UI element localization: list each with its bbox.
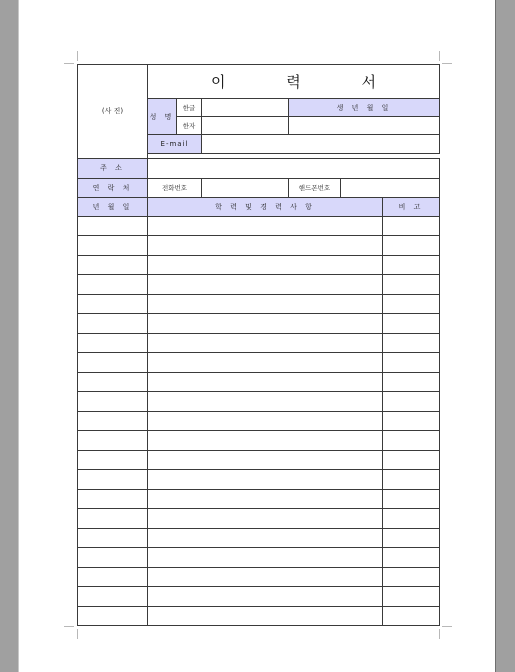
history-note-cell[interactable] (383, 450, 440, 470)
name-hangul-field[interactable] (202, 99, 289, 117)
history-row (78, 294, 440, 314)
history-date-cell[interactable] (78, 255, 148, 275)
history-content-header: 학 력 및 경 력 사 항 (148, 197, 383, 216)
history-content-cell[interactable] (148, 255, 383, 275)
mobile-field[interactable] (341, 178, 440, 197)
history-row (78, 431, 440, 451)
crop-mark (64, 63, 74, 64)
phone-label: 전화번호 (148, 178, 202, 197)
page-title: 이 력 서 (148, 65, 440, 99)
history-note-cell[interactable] (383, 567, 440, 587)
history-date-cell[interactable] (78, 431, 148, 451)
history-content-cell[interactable] (148, 567, 383, 587)
history-note-cell[interactable] (383, 431, 440, 451)
photo-box[interactable] (78, 65, 148, 159)
crop-mark (64, 626, 74, 627)
history-note-cell[interactable] (383, 587, 440, 607)
history-content-cell[interactable] (148, 528, 383, 548)
history-content-cell[interactable] (148, 275, 383, 295)
history-content-cell[interactable] (148, 489, 383, 509)
history-row (78, 509, 440, 529)
history-row (78, 216, 440, 236)
history-date-cell[interactable] (78, 372, 148, 392)
history-date-cell[interactable] (78, 450, 148, 470)
phone-field[interactable] (202, 178, 289, 197)
history-date-cell[interactable] (78, 470, 148, 490)
history-note-cell[interactable] (383, 548, 440, 568)
crop-mark (439, 51, 440, 61)
history-date-cell[interactable] (78, 275, 148, 295)
email-label: E-mail (148, 135, 202, 154)
address-field[interactable] (148, 158, 440, 178)
crop-mark (77, 629, 78, 639)
history-note-cell[interactable] (383, 216, 440, 236)
history-date-cell[interactable] (78, 314, 148, 334)
crop-mark (442, 63, 452, 64)
history-content-cell[interactable] (148, 294, 383, 314)
history-content-cell[interactable] (148, 236, 383, 256)
email-field[interactable] (202, 135, 440, 154)
history-content-cell[interactable] (148, 450, 383, 470)
history-row (78, 528, 440, 548)
history-row (78, 236, 440, 256)
history-date-cell[interactable] (78, 489, 148, 509)
history-row (78, 314, 440, 334)
history-note-cell[interactable] (383, 294, 440, 314)
history-row (78, 333, 440, 353)
history-row (78, 606, 440, 626)
history-note-cell[interactable] (383, 606, 440, 626)
history-date-cell[interactable] (78, 509, 148, 529)
resume-form (77, 64, 440, 626)
history-note-cell[interactable] (383, 470, 440, 490)
history-note-cell[interactable] (383, 528, 440, 548)
history-row (78, 275, 440, 295)
crop-mark (77, 51, 78, 61)
history-date-cell[interactable] (78, 548, 148, 568)
history-date-cell[interactable] (78, 567, 148, 587)
history-note-cell[interactable] (383, 509, 440, 529)
history-note-cell[interactable] (383, 411, 440, 431)
history-row (78, 450, 440, 470)
history-row (78, 353, 440, 373)
history-note-cell[interactable] (383, 372, 440, 392)
history-date-cell[interactable] (78, 216, 148, 236)
history-note-cell[interactable] (383, 255, 440, 275)
name-hanja-field[interactable] (202, 117, 289, 135)
name-label: 성 명 (148, 99, 177, 135)
birthdate-label: 생 년 월 일 (289, 99, 440, 117)
history-content-cell[interactable] (148, 606, 383, 626)
history-date-cell[interactable] (78, 236, 148, 256)
history-row (78, 470, 440, 490)
history-row (78, 587, 440, 607)
history-date-cell[interactable] (78, 353, 148, 373)
address-label: 주 소 (78, 158, 148, 178)
history-content-cell[interactable] (148, 314, 383, 334)
history-date-header: 년 월 일 (78, 197, 148, 216)
history-content-cell[interactable] (148, 333, 383, 353)
history-note-cell[interactable] (383, 314, 440, 334)
mobile-label: 핸드폰번호 (289, 178, 341, 197)
history-row (78, 372, 440, 392)
history-note-cell[interactable] (383, 333, 440, 353)
history-date-cell[interactable] (78, 587, 148, 607)
history-note-cell[interactable] (383, 275, 440, 295)
history-row (78, 567, 440, 587)
history-date-cell[interactable] (78, 411, 148, 431)
crop-mark (442, 626, 452, 627)
document-page (19, 0, 495, 672)
history-row (78, 255, 440, 275)
history-content-cell[interactable] (148, 353, 383, 373)
photo-label: (사 진) (101, 107, 124, 116)
history-note-cell[interactable] (383, 489, 440, 509)
name-hangul-label: 한글 (177, 99, 202, 117)
history-note-cell[interactable] (383, 392, 440, 412)
history-content-cell[interactable] (148, 431, 383, 451)
history-date-cell[interactable] (78, 392, 148, 412)
crop-mark (439, 629, 440, 639)
history-content-cell[interactable] (148, 411, 383, 431)
history-row (78, 392, 440, 412)
history-content-cell[interactable] (148, 509, 383, 529)
birthdate-field[interactable] (289, 117, 440, 135)
history-date-cell[interactable] (78, 606, 148, 626)
history-row (78, 489, 440, 509)
history-date-cell[interactable] (78, 294, 148, 314)
contact-label: 연 락 처 (78, 178, 148, 197)
name-hanja-label: 한자 (177, 117, 202, 135)
history-content-cell[interactable] (148, 470, 383, 490)
history-content-cell[interactable] (148, 372, 383, 392)
history-note-cell[interactable] (383, 353, 440, 373)
history-content-cell[interactable] (148, 548, 383, 568)
history-date-cell[interactable] (78, 528, 148, 548)
history-content-cell[interactable] (148, 216, 383, 236)
history-note-header: 비 고 (383, 197, 440, 216)
history-row (78, 548, 440, 568)
history-note-cell[interactable] (383, 236, 440, 256)
history-row (78, 411, 440, 431)
history-date-cell[interactable] (78, 333, 148, 353)
history-content-cell[interactable] (148, 392, 383, 412)
history-content-cell[interactable] (148, 587, 383, 607)
